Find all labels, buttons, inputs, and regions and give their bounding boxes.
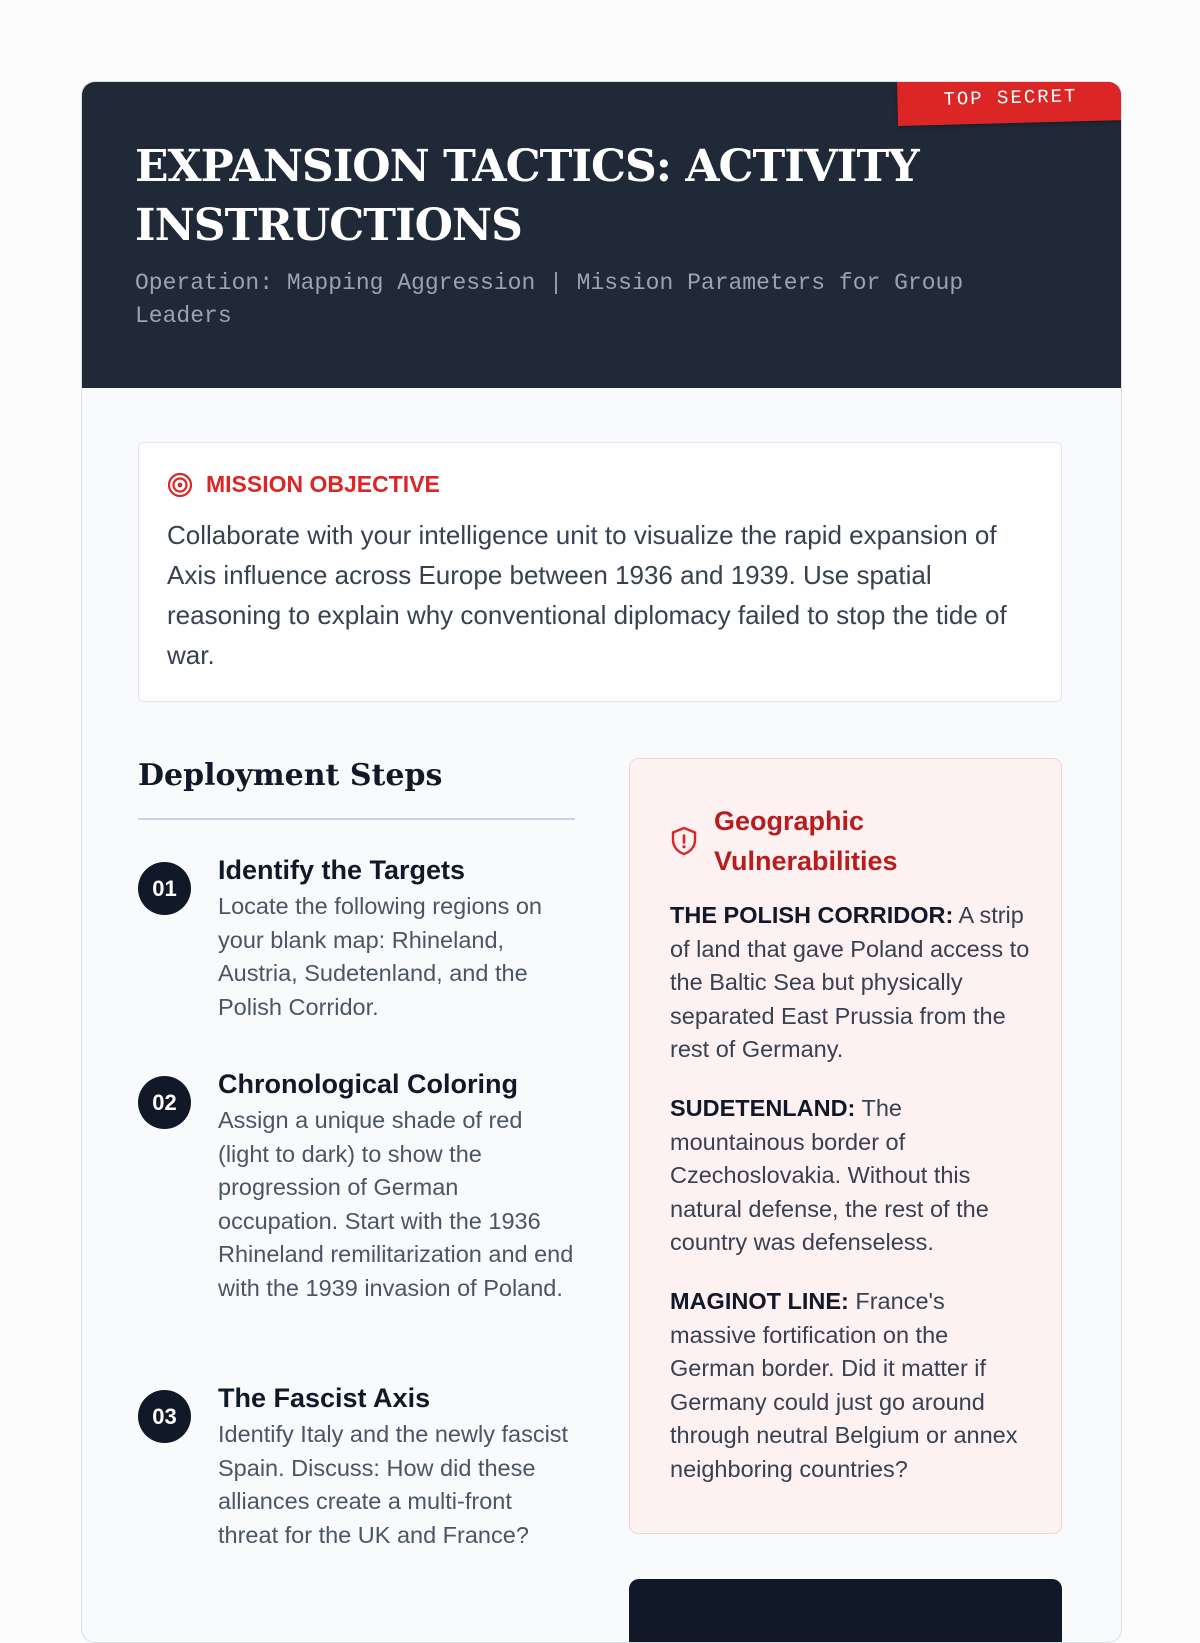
mission-objective-box [138,442,1062,702]
section-divider [138,818,575,820]
dark-info-box [629,1579,1062,1643]
mission-objective-text: Collaborate with your intelligence unit to visualize the rapid expansion of Axis influence across Europe between 1936 and 1939. Use spatial reasoning to explain why conventional diplomacy failed to stop the tide of war. [167,520,1007,670]
vulnerability-text: The mountainous border of Czechoslovakia. Without this natural defense, the rest of the country was defenseless. [670,1095,989,1255]
step-description: Identify Italy and the newly fascist Spain. Discuss: How did these alliances create a multi-front threat for the UK and France? [218,1421,569,1548]
activity-card [81,81,1122,1643]
shield-alert-icon [670,826,698,856]
vulnerability-label: SUDETENLAND: [670,1095,856,1121]
vulnerability-item [670,1092,1030,1260]
top-secret-stamp: TOP SECRET [897,81,1122,126]
step-title: Identify the Targets [218,855,466,885]
step-title: Chronological Coloring [218,1069,518,1099]
vulnerability-text: A strip of land that gave Poland access to the Baltic Sea but physically separated East Prussia from the rest of Germany. [670,902,1030,1062]
geographic-vulnerabilities-panel [629,758,1062,1534]
deployment-steps-title: Deployment Steps [138,758,443,793]
vulnerability-label: THE POLISH CORRIDOR: [670,902,954,928]
step-number-badge: 01 [138,862,191,915]
vulnerability-label: MAGINOT LINE: [670,1288,849,1314]
mission-objective-label: MISSION OBJECTIVE [206,471,440,497]
step-description: Locate the following regions on your blank map: Rhineland, Austria, Sudetenland, and the Polish Corridor. [218,893,542,1020]
vulnerability-item [670,1285,1030,1486]
target-icon [167,472,193,498]
step-description: Assign a unique shade of red (light to dark) to show the progression of German occupation. Start with the 1936 Rhineland remilitarization and end with the 1939 invasion of Poland. [218,1107,574,1301]
step-number-badge: 02 [138,1076,191,1129]
step-number-badge: 03 [138,1390,191,1443]
vulnerability-item [670,899,1030,1067]
header [82,82,1121,388]
page-title: EXPANSION TACTICS: ACTIVITY INSTRUCTIONS [135,141,919,251]
vulnerability-text: France's massive fortification on the German border. Did it matter if Germany could just go around through neutral Belgium or annex neighboring countries? [670,1288,1018,1482]
vulnerabilities-title: Geographic Vulnerabilities [714,806,898,876]
page-subtitle: Operation: Mapping Aggression | Mission Parameters for Group Leaders [135,270,964,329]
mission-objective-heading [167,471,440,498]
vulnerabilities-heading [670,801,934,881]
step-title: The Fascist Axis [218,1383,431,1413]
